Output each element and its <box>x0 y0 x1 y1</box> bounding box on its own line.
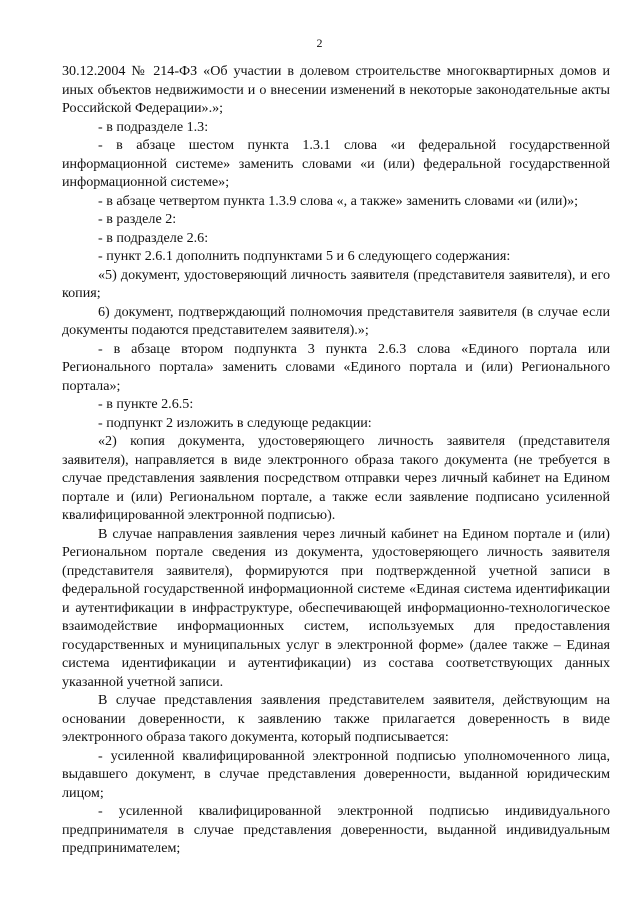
paragraph: «5) документ, удостоверяющий личность заявителя (представителя заявителя), и его копия; <box>62 266 610 301</box>
page-number: 2 <box>316 36 323 50</box>
paragraph: - в пункте 2.6.5: <box>98 396 194 412</box>
paragraph: - в разделе 2: <box>98 211 177 227</box>
paragraph: «2) копия документа, удостоверяющего личность заявителя (представителя заявителя), направляется в виде электронного образа такого документа (не требуется в случае представления заявления посредством отправки через личный кабинет на Едином портале и (или) Региональном портале, а также если заявление подписано усиленной квалифицированной электронной подписью). <box>62 433 610 523</box>
paragraph: - в абзаце шестом пункта 1.3.1 слова «и федеральной государственной информационной системе» заменить словами «и (или) федеральной государственной информационной системе»; <box>62 137 610 190</box>
paragraph: - подпункт 2 изложить в следующе редакции: <box>98 414 372 431</box>
paragraph: 6) документ, подтверждающий полномочия представителя заявителя (в случае если документы подаются представителем заявителя).»; <box>62 303 610 338</box>
paragraph: В случае представления заявления представителем заявителя, действующим на основании доверенности, к заявлению также прилагается доверенность в виде электронного образа такого документа, который подписывается: <box>62 692 610 745</box>
paragraph: - в абзаце четвертом пункта 1.3.9 слова «, а также» заменить словами «и (или)»; <box>98 192 579 209</box>
document-body <box>62 62 610 858</box>
paragraph: - усиленной квалифицированной электронной подписью уполномоченного лица, выдавшего документ, в случае представления доверенности, выданной юридическим лицом; <box>62 747 610 801</box>
paragraph: 30.12.2004 № 214-ФЗ «Об участии в долевом строительстве многоквартирных домов и иных объектов недвижимости и о внесении изменений в некоторые законодательные акты Российской Федерации».»; <box>62 63 610 116</box>
paragraph: - в абзаце втором подпункта 3 пункта 2.6.3 слова «Единого портала или Регионального портала» заменить словами «Единого портала и (или) Регионального портала»; <box>62 340 610 394</box>
paragraph: - в подразделе 2.6: <box>98 229 209 246</box>
paragraph: В случае направления заявления через личный кабинет на Едином портале и (или) Региональном портале сведения из документа, удостоверяющего личность заявителя (представителя заявителя), формируются при подтвержденной учетной записи в федеральной государственной информационной системе «Единая система идентификации и аутентификации в инфраструктуре, обеспечивающей информационно-технологическое взаимодействие информационных систем, используемых для предоставления государственных и муниципальных услуг в электронной форме» (далее также – Единая система идентификации и аутентификации) из состава соответствующих данных указанной учетной записи. <box>62 525 610 690</box>
paragraph: - пункт 2.6.1 дополнить подпунктами 5 и 6 следующего содержания: <box>98 248 511 264</box>
paragraph: - в подразделе 1.3: <box>98 118 209 135</box>
paragraph: - усиленной квалифицированной электронной подписью индивидуального предпринимателя в случае представления доверенности, выданной индивидуальным предпринимателем; <box>62 803 610 856</box>
